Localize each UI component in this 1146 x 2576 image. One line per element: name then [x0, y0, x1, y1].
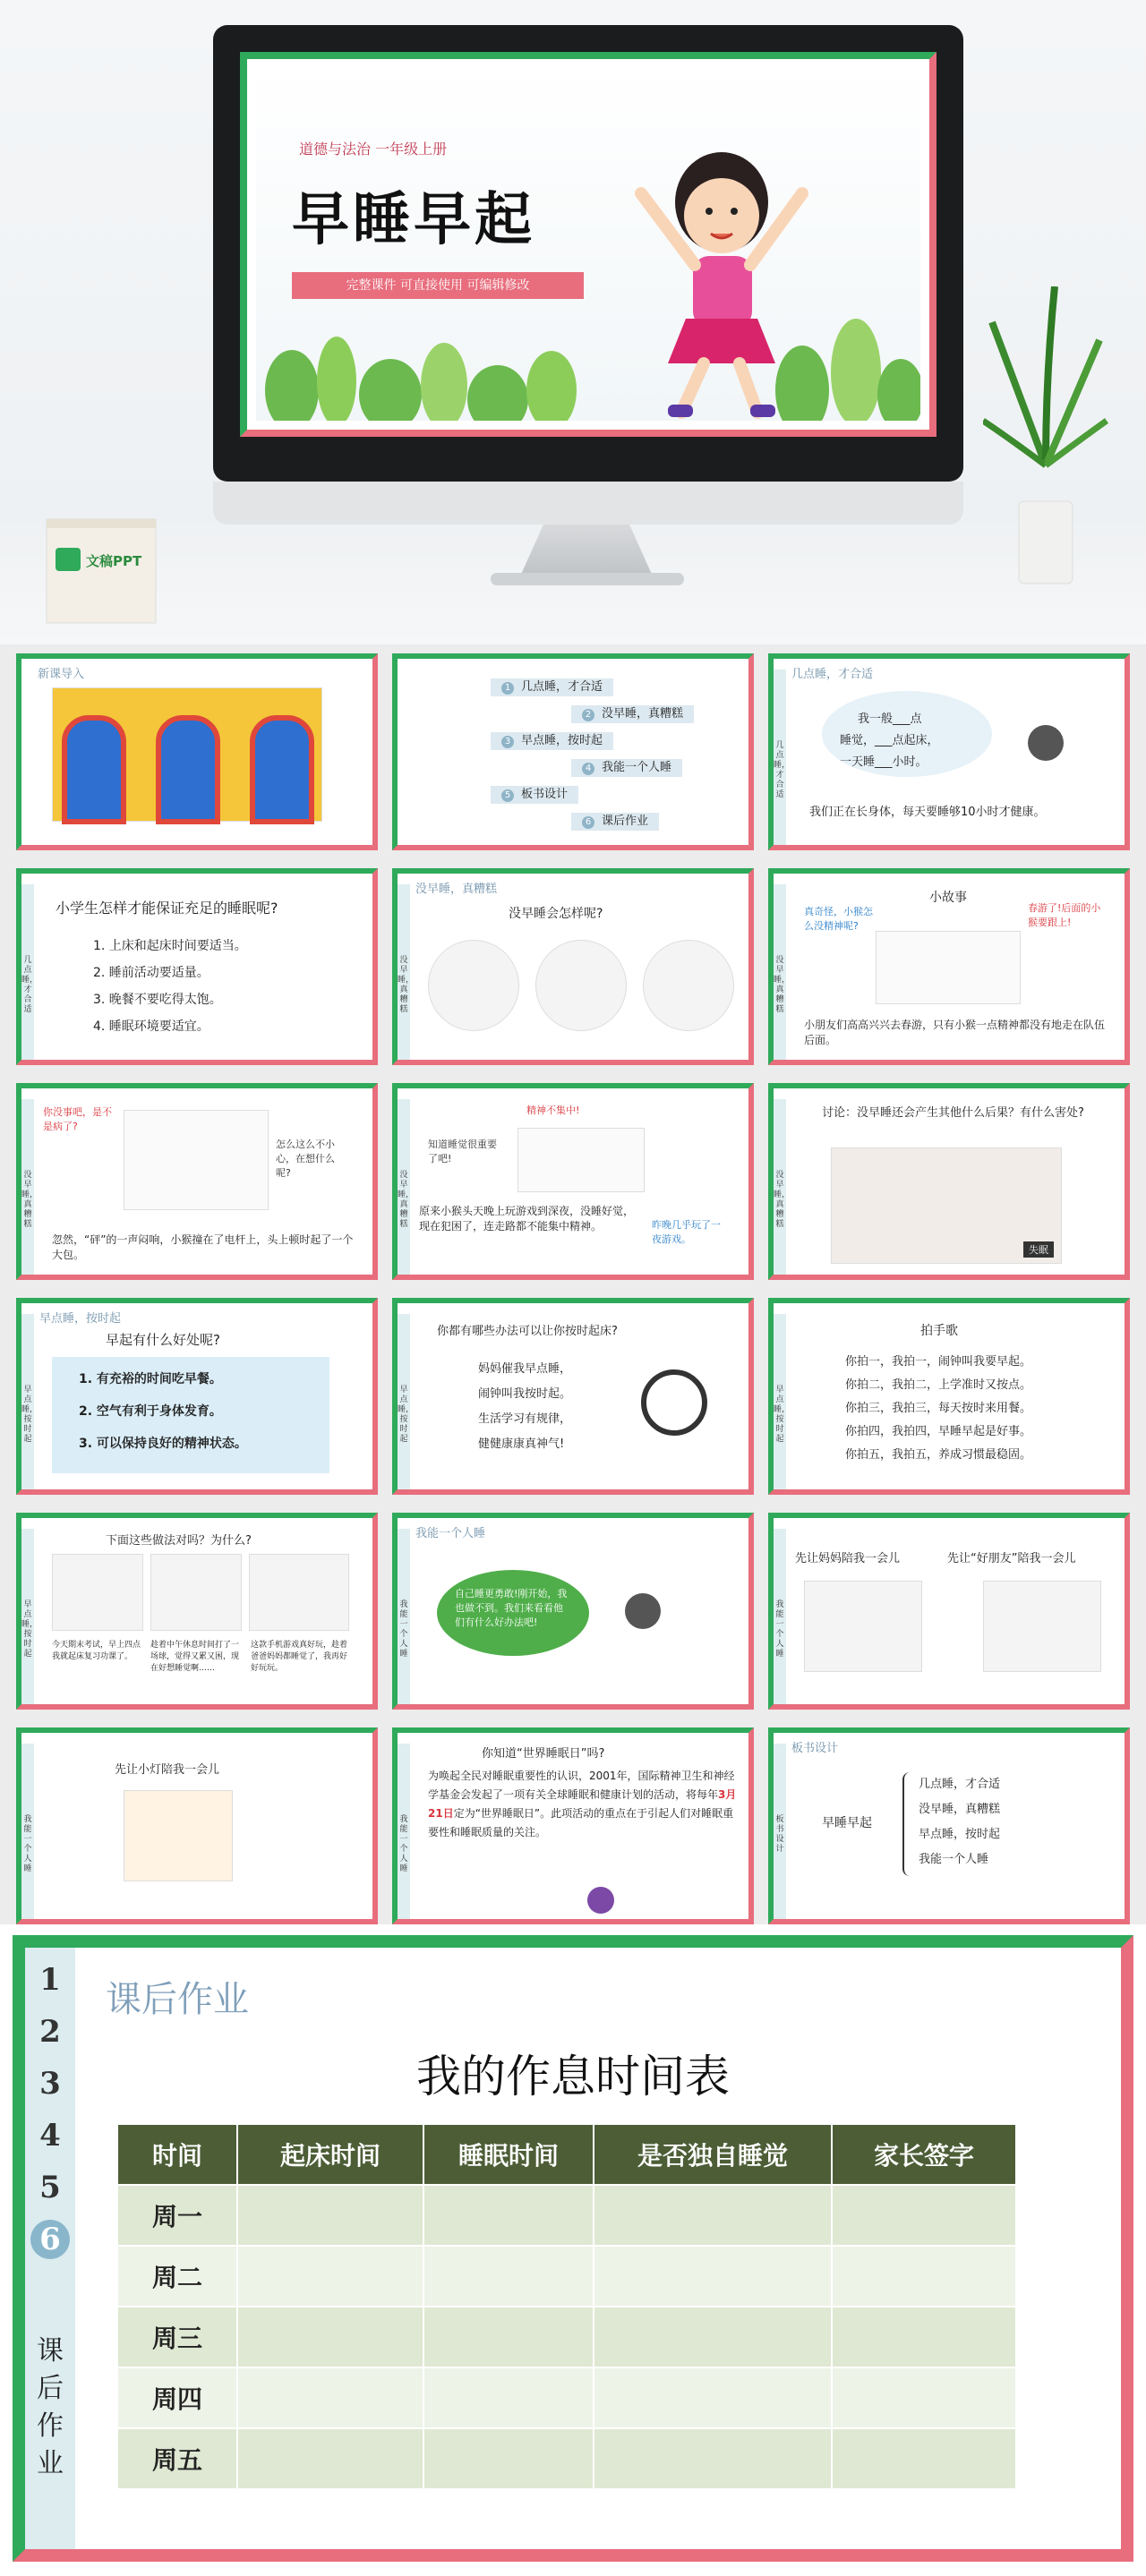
- song-line: 你拍三，我拍三，每天按时来用餐。: [845, 1402, 1032, 1415]
- song-line: 你拍四，我拍四，早睡早起是好事。: [845, 1425, 1032, 1438]
- slide-9[interactable]: [768, 1083, 1130, 1280]
- slide-8[interactable]: [392, 1083, 754, 1280]
- toc-item-5[interactable]: 5 板书设计: [491, 786, 578, 804]
- board-main: 早睡早起: [822, 1816, 872, 1830]
- board-item: 没早睡，真糟糕: [919, 1803, 1001, 1816]
- section-label: 几点睡，才合适: [791, 668, 874, 681]
- table-row: 周三: [118, 2307, 1016, 2367]
- table-row: 周四: [118, 2367, 1016, 2428]
- rhyme-line: 健健康康真神气!: [478, 1437, 565, 1451]
- col-header: 起床时间: [237, 2125, 423, 2185]
- sidebar-num-5[interactable]: 5: [39, 2170, 61, 2205]
- slide-sidebar: 几点睡，才合适: [774, 670, 786, 845]
- plant-decoration: [983, 286, 1108, 591]
- slide-text: 原来小猴头天晚上玩游戏到深夜，没睡好觉，现在犯困了，连走路都不能集中精神。: [419, 1205, 635, 1233]
- sidebar-num-4[interactable]: 4: [39, 2118, 61, 2154]
- toc-item-2[interactable]: 2 没早睡，真糟糕: [571, 705, 694, 723]
- slide-text: 为唤起全民对睡眠重要性的认识，2001年，国际精神卫生和神经学基金会发起了一项有关全球睡眠和健康计划的活动，将每年3月21日定为“世界睡眠日”。此项活动的重点在于引起人们对睡眠重要性和睡眠质量的关注。: [428, 1770, 737, 1838]
- list-item: 2. 睡前活动要适量。: [93, 966, 210, 980]
- slide-title: 先让小灯陪我一会儿: [115, 1763, 220, 1777]
- monitor-base: [491, 573, 684, 585]
- slide-text: 忽然，“砰”的一声闷响，小猴撞在了电杆上，头上顿时起了一个大包。: [52, 1233, 354, 1261]
- slide-sidebar: 我能一个人睡: [774, 1529, 786, 1704]
- slide-5[interactable]: [392, 868, 754, 1065]
- list-item: 3. 晚餐不要吃得太饱。: [93, 993, 222, 1007]
- slide-15[interactable]: [768, 1513, 1130, 1710]
- monitor-chin: [213, 482, 963, 525]
- calendar-brand: 文稿PPT: [86, 553, 142, 569]
- slide-question: 你知道“世界睡眠日”吗?: [482, 1747, 605, 1761]
- slide-title: 拍手歌: [920, 1324, 958, 1338]
- cover-slide[interactable]: [240, 52, 936, 437]
- caption-left: 先让妈妈陪我一会儿: [795, 1552, 901, 1565]
- caption-right: 先让“好朋友”陪我一会儿: [947, 1552, 1076, 1565]
- slide-thumbnails: [0, 644, 1146, 1924]
- slide-7[interactable]: [16, 1083, 378, 1280]
- caption: 这款手机游戏真好玩，趁着爸爸妈妈都睡觉了，我再好好玩玩。: [251, 1641, 348, 1673]
- slide-sidebar: 板书设计: [774, 1744, 786, 1919]
- section-label: 课后作业: [106, 1979, 249, 2020]
- slide-4[interactable]: [16, 868, 378, 1065]
- slide-sidebar: 没早睡，真糟糕: [774, 884, 786, 1060]
- slide-sidebar: 早点睡，按时起: [21, 1529, 34, 1704]
- sleep-day-date: 3月21日: [428, 1788, 737, 1820]
- homework-slide[interactable]: [13, 1935, 1133, 2562]
- board-item: 我能一个人睡: [919, 1853, 989, 1866]
- cover-tagline: 完整课件 可直接使用 可编辑修改: [292, 272, 584, 299]
- slide-question: 讨论：没早睡还会产生其他什么后果？有什么害处?: [822, 1106, 1084, 1120]
- slide-sidebar: 几点睡，才合适: [21, 884, 34, 1060]
- slide-sidebar: 没早睡，真糟糕: [21, 1099, 34, 1275]
- section-label: 早点睡，按时起: [39, 1312, 122, 1326]
- song-line: 你拍五，我拍五，养成习惯最稳固。: [845, 1448, 1032, 1462]
- slide-2-contents[interactable]: [392, 653, 754, 850]
- slide-sidebar: 早点睡，按时起: [398, 1314, 410, 1489]
- list-item: 4. 睡眠环境要适宜。: [93, 1019, 210, 1034]
- slide-6[interactable]: [768, 868, 1130, 1065]
- col-header: 是否独自睡觉: [594, 2125, 832, 2185]
- song-line: 你拍二，我拍二，上学准时又按点。: [845, 1378, 1032, 1392]
- monitor-stand: [519, 525, 654, 578]
- col-header: 睡眠时间: [423, 2125, 594, 2185]
- col-header: 时间: [118, 2125, 237, 2185]
- bubble-text: 自己睡更勇敢!刚开始，我也做不到。我们来看看他们有什么好办法吧!: [455, 1588, 568, 1628]
- list-item: 1. 有充裕的时间吃早餐。: [79, 1372, 222, 1386]
- bubble-line-2: 睡觉，___点起床，: [840, 734, 939, 747]
- slide-sidebar: 我能一个人睡: [21, 1744, 34, 1919]
- slide-11[interactable]: [392, 1298, 754, 1495]
- schedule-title: 我的作息时间表: [416, 2051, 730, 2103]
- slide-question: 你都有哪些办法可以让你按时起床?: [437, 1325, 618, 1338]
- list-item: 1. 上床和起床时间要适当。: [93, 939, 247, 953]
- list-item: 3. 可以保持良好的精神状态。: [79, 1437, 247, 1451]
- slide-sidebar: 没早睡，真糟糕: [774, 1099, 786, 1275]
- slide-sidebar: 我能一个人睡: [398, 1529, 410, 1704]
- section-label: 新课导入: [38, 668, 85, 681]
- table-row: 周一: [118, 2185, 1016, 2246]
- slide-question: 小学生怎样才能保证充足的睡眠呢?: [56, 900, 278, 917]
- table-row: 周二: [118, 2246, 1016, 2307]
- toc-item-4[interactable]: 4 我能一个人睡: [571, 759, 682, 777]
- hero-mockup: [0, 0, 1146, 644]
- table-row: 周五: [118, 2428, 1016, 2488]
- bubble-text: 怎么这么不小心，在想什么呢?: [276, 1139, 335, 1179]
- bubble-text: 精神不集中!: [526, 1105, 580, 1116]
- rhyme-line: 妈妈催我早点睡，: [478, 1362, 572, 1376]
- slide-sidebar: 早点睡，按时起: [21, 1314, 34, 1489]
- slide-13[interactable]: [16, 1513, 378, 1710]
- slide-title: 小故事: [929, 891, 967, 905]
- desk-calendar: [43, 501, 159, 627]
- list-item: 2. 空气有利于身体发育。: [79, 1404, 222, 1419]
- image-caption: 失眠: [1023, 1241, 1054, 1258]
- sidebar-num-6[interactable]: 6: [30, 2220, 70, 2259]
- sidebar-num-3[interactable]: 3: [39, 2066, 61, 2102]
- slide-16[interactable]: [16, 1727, 378, 1924]
- board-item: 早点睡，按时起: [919, 1828, 1001, 1841]
- sidebar-num-1[interactable]: 1: [39, 1962, 61, 1998]
- slide-sidebar: 没早睡，真糟糕: [398, 884, 410, 1060]
- sidebar-section-label: 课后作业: [37, 2335, 64, 2479]
- toc-item-3[interactable]: 3 早点睡，按时起: [491, 732, 613, 750]
- bubble-text: 春游了!后面的小猴要跟上!: [1028, 902, 1101, 928]
- bubble-line-3: 一天睡___小时。: [840, 755, 928, 769]
- caption: 趁着中午休息时间打了一场球，觉得又累又困，现在好想睡觉啊……: [150, 1641, 240, 1673]
- cover-subject: 道德与法治 一年级上册: [299, 141, 448, 158]
- bubble-text: 知道睡觉很重要了吧!: [428, 1139, 497, 1164]
- toc-item-6[interactable]: 6 课后作业: [571, 813, 659, 831]
- slide-14[interactable]: [392, 1513, 754, 1710]
- bubble-text: 真奇怪，小猴怎么没精神呢?: [804, 906, 873, 932]
- bubble-text: 昨晚几乎玩了一夜游戏。: [652, 1219, 721, 1245]
- rhyme-line: 生活学习有规律，: [478, 1412, 572, 1426]
- bubble-text: 你没事吧，是不是病了?: [43, 1106, 112, 1132]
- slide-question: 没早睡会怎样呢?: [509, 907, 603, 921]
- slide-sidebar: 早点睡，按时起: [774, 1314, 786, 1489]
- song-line: 你拍一，我拍一，闹钟叫我要早起。: [845, 1355, 1032, 1369]
- slide-17[interactable]: [392, 1727, 754, 1924]
- section-label: 没早睡，真糟糕: [415, 883, 498, 896]
- slide-text: 小朋友们高高兴兴去春游，只有小猴一点精神都没有地走在队伍后面。: [804, 1019, 1106, 1046]
- slide-text: 我们正在长身体，每天要睡够10小时才健康。: [809, 806, 1046, 819]
- sidebar-num-2[interactable]: 2: [39, 2014, 61, 2050]
- slide-1[interactable]: [16, 653, 378, 850]
- caption: 今天期末考试，早上四点我就起床复习功课了。: [52, 1641, 141, 1661]
- slide-sidebar: 我能一个人睡: [398, 1744, 410, 1919]
- cover-title: 早睡早起: [292, 186, 535, 253]
- toc-item-1[interactable]: 1 几点睡，才合适: [491, 678, 613, 696]
- slide-18[interactable]: [768, 1727, 1130, 1924]
- slide-3[interactable]: [768, 653, 1130, 850]
- col-header: 家长签字: [832, 2125, 1016, 2185]
- board-item: 几点睡，才合适: [919, 1778, 1001, 1791]
- bubble-line-1: 我一般___点: [858, 712, 922, 726]
- slide-question: 早起有什么好处呢?: [106, 1332, 220, 1348]
- rhyme-line: 闹钟叫我按时起。: [478, 1387, 572, 1401]
- slide-10[interactable]: [16, 1298, 378, 1495]
- slide-sidebar: 没早睡，真糟糕: [398, 1099, 410, 1275]
- slide-question: 下面这些做法对吗？为什么?: [106, 1534, 252, 1548]
- slide-12[interactable]: [768, 1298, 1130, 1495]
- section-label: 板书设计: [791, 1742, 839, 1755]
- section-label: 我能一个人睡: [415, 1527, 486, 1540]
